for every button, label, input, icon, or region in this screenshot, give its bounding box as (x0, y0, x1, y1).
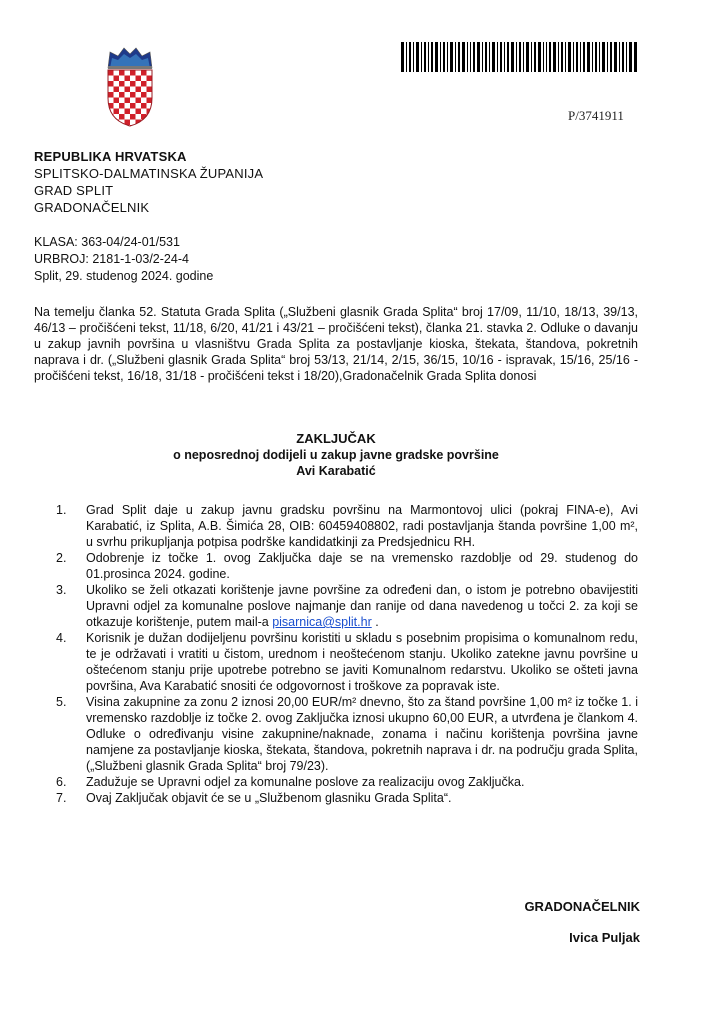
list-item (56, 582, 638, 630)
title-line-1: ZAKLJUČAK (296, 431, 376, 446)
item-number: 5. (56, 695, 67, 709)
country-name: REPUBLIKA HRVATSKA (34, 149, 187, 164)
decision-title (34, 430, 638, 479)
crown (108, 48, 152, 69)
title-line-3: Avi Karabatić (296, 464, 376, 478)
document-meta (34, 234, 213, 285)
coat-of-arms-icon (104, 46, 156, 128)
item-text: Odobrenje iz točke 1. ovog Zaključka daje se na vremensko razdoblje od 29. studenog do 01.prosinca 2024. godine. (86, 551, 638, 581)
document-date: Split, 29. studenog 2024. godine (34, 269, 214, 283)
signatory-role: GRADONAČELNIK (524, 899, 640, 914)
county-name: SPLITSKO-DALMATINSKA ŽUPANIJA (34, 166, 264, 181)
item-text: Ovaj Zaključak objavit će se u „Službenom glasniku Grada Splita“. (86, 791, 452, 805)
list-item (56, 774, 638, 790)
item-number: 3. (56, 583, 67, 597)
list-item (56, 694, 638, 774)
signatory-name: Ivica Puljak (569, 930, 640, 945)
item-text: Visina zakupnine za zonu 2 iznosi 20,00 EUR/m² dnevno, što za štand površine 1,00 m² iz točke 1. i vremensko razdoblje iz točke 2. ovog Zaključka iznosi ukupno 60,00 EUR, a utvrđena je člankom 4. Odluke o određivanju visine zakupnine/naknade, zonama i načinu korištenja površina javne namjene za postavljanje kioska, štekata, štandova, pokretnih naprava i dr. na području grada Splita, („Službeni glasnik Grada Splita“ broj 79/23). (86, 695, 638, 773)
checkered-shield (108, 70, 152, 128)
city-name: GRAD SPLIT (34, 183, 114, 198)
item-text: Grad Split daje u zakup javnu gradsku površinu na Marmontovoj ulici (pokraj FINA-e), Avi Karabatić, iz Splita, A.B. Šimića 28, OIB: 60459408802, radi postavljanja štanda površine 1,00 m², u svrhu prikupljanja potpisa podrške kandidatkinji za Predsjednicu RH. (86, 503, 638, 549)
klasa: KLASA: 363-04/24-01/531 (34, 235, 180, 249)
item-number: 7. (56, 791, 67, 805)
list-item (56, 550, 638, 582)
list-item (56, 502, 638, 550)
item-number: 4. (56, 631, 67, 645)
list-item (56, 630, 638, 694)
barcode-icon (401, 42, 637, 72)
office-name: GRADONAČELNIK (34, 200, 150, 215)
list-item (56, 790, 638, 806)
item-number: 2. (56, 551, 67, 565)
urbroj: URBROJ: 2181-1-03/2-24-4 (34, 252, 189, 266)
signature-block (524, 898, 640, 946)
document-number: P/3741911 (568, 108, 624, 123)
decision-items (56, 502, 638, 806)
title-line-2: o neposrednoj dodijeli u zakup javne gradske površine (173, 448, 499, 462)
item-text: Korisnik je dužan dodijeljenu površinu koristiti u skladu s posebnim propisima o komunalnom redu, te je održavati i vratiti u čistom, urednom i neoštećenom stanju. Ukoliko zatekne javnu površine u oštećenom stanju prije upotrebe potrebno se javiti Komunalnom redarstvu. Ukoliko se ošteti javna površina, Ava Karabatić snositi će odgovornost i troškove za popravak iste. (86, 631, 638, 693)
email-link[interactable]: pisarnica@split.hr (272, 615, 372, 629)
item-number: 1. (56, 503, 67, 517)
preamble-paragraph: Na temelju članka 52. Statuta Grada Splita („Službeni glasnik Grada Splita“ broj 17/09, 11/10, 18/13, 39/13, 46/13 – pročišćeni tekst, 11/18, 6/20, 41/21 i 43/21 – pročišćeni tekst), članka 21. stavka 2. Odluke o davanju u zakup javnih površina u vlasništvu Grada Splita za postavljanje kioska, štekata, štandova, pokretnih naprava i dr. („Službeni glasnik Grada Splita“ broj 53/13, 21/14, 2/15, 36/15, 10/16 - ispravak, 15/16, 25/16 - pročišćeni tekst, 16/18, 31/18 - pročišćeni tekst i 18/20),Gradonačelnik Grada Splita donosi (34, 305, 638, 383)
item-text: Ukoliko se želi otkazati korištenje javne površine za određeni dan, o istom je potrebno obavijestiti Upravni odjel za komunalne poslove najmanje dan ranije od dana navedenog u točci 2. za koji se otkazuje korištenje, putem mail-a (86, 583, 638, 629)
item-number: 6. (56, 775, 67, 789)
item-text-end: . (371, 615, 379, 629)
issuer-header (34, 148, 263, 216)
item-text: Zadužuje se Upravni odjel za komunalne poslove za realizaciju ovog Zaključka. (86, 775, 525, 789)
